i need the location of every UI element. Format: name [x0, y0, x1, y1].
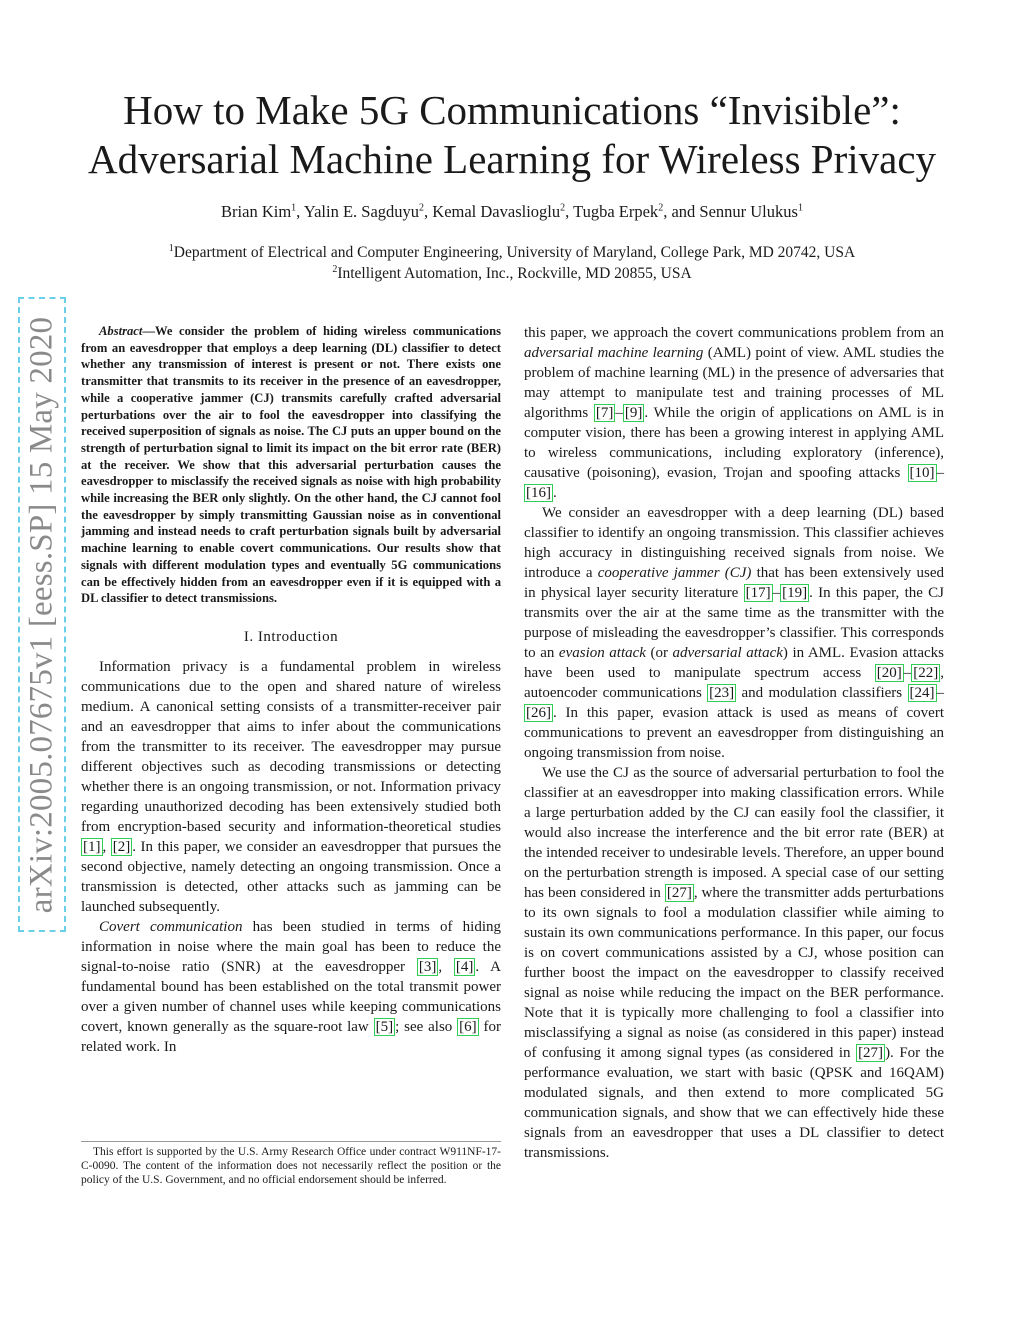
footnote: This effort is supported by the U.S. Army Research Office under contract W911NF-17-C-0090. The content of the information does not necessarily reflect the position or the policy of the U.S. Government, and no official endorsement should be inferred.	[81, 1141, 501, 1187]
citation-link[interactable]: [9]	[624, 405, 643, 421]
citation-link[interactable]: [24]	[909, 685, 935, 701]
right-paragraph-1	[524, 323, 944, 503]
intro-paragraph-1	[81, 657, 501, 917]
title-line-2: Adversarial Machine Learning for Wireless Privacy	[87, 136, 937, 182]
text-run: ; see also	[395, 1018, 458, 1035]
author-affil-mark: 1	[797, 202, 803, 214]
text-run: and modulation classifiers	[736, 685, 908, 701]
abstract	[81, 323, 501, 607]
text-run: , autoencoder communications	[524, 665, 944, 701]
affiliation-mark: 2	[332, 263, 338, 275]
affiliation-line	[60, 242, 964, 263]
citation-link[interactable]: [2]	[112, 838, 131, 855]
text-run: this paper, we approach the covert communications problem from an	[524, 325, 944, 341]
right-column	[524, 323, 944, 1163]
right-paragraph-2	[524, 503, 944, 763]
text-run: has been studied in terms of hiding information in noise where the main goal has been to reduce the signal-to-noise ratio (SNR) at the eavesdropper	[81, 918, 501, 975]
intro-paragraph-2	[81, 917, 501, 1057]
citation-link[interactable]: [4]	[455, 958, 474, 975]
citation-link[interactable]: [20]	[876, 665, 902, 681]
text-run: . While the origin of applications on AML is in computer vision, there has been a growing interest in applying AML to wireless communications, including exploratory (inference), causative (poisoning), evasion, Trojan and spoofing attacks	[524, 405, 944, 481]
citation-link[interactable]: [3]	[418, 958, 437, 975]
text-run: . In this paper, the CJ transmits over the air at the same time as the transmitter with the purpose of misleading the eavesdropper’s classifier. This corresponds to an	[524, 585, 945, 661]
author-name: Sennur Ulukus	[699, 202, 798, 221]
citation-link[interactable]: [27]	[858, 1045, 884, 1061]
paper-title	[60, 86, 964, 184]
text-run: that has been extensively used in physical layer security literature	[524, 565, 944, 601]
citation-link[interactable]: [19]	[782, 585, 808, 601]
text-run: –	[615, 405, 623, 421]
text-run: ,	[102, 838, 111, 855]
text-run: (or	[645, 645, 673, 661]
affiliation-line	[60, 263, 964, 284]
emphasis: Covert communication	[99, 918, 243, 935]
text-run: . A fundamental bound has been established on the total transmit power over a given number of channel uses while keeping communications covert, known generally as the square-root law	[81, 958, 501, 1035]
author-affil-mark: 2	[658, 202, 664, 214]
author-list	[60, 202, 964, 222]
author-name: Yalin E. Sagduyu	[303, 202, 420, 221]
section-heading: I. Introduction	[243, 628, 339, 645]
citation-link[interactable]: [10]	[909, 465, 935, 481]
affiliation-text: Department of Electrical and Computer Engineering, University of Maryland, College Park, MD 20742, USA	[173, 244, 856, 261]
text-run: We consider an eavesdropper with a deep learning (DL) based classifier to identify an ongoing transmission. This classifier achieves high accuracy in distinguishing received signals from noise. We introduce a	[524, 505, 944, 581]
left-column	[81, 323, 501, 1057]
text-run: –	[903, 665, 912, 681]
author-affil-mark: 2	[419, 202, 425, 214]
author-affil-mark: 2	[560, 202, 566, 214]
text-run: Information privacy is a fundamental problem in wireless communications due to the open and shared nature of wireless medium. A canonical setting consists of a transmitter-receiver pair and an eavesdropper that aims to infer about the communications from the transmitter to its receiver. The eavesdropper may pursue different objectives such as decoding transmissions or detecting whether there is an ongoing transmission, or not. Information privacy regarding unauthorized decoding has been extensively studied both from encryption-based security and information-theoretical studies	[81, 658, 501, 835]
text-run: ) in AML. Evasion attacks have been used to manipulate spectrum access	[524, 645, 944, 681]
text-run: –	[936, 685, 944, 701]
text-run: (AML) point of view. AML studies the problem of machine learning (ML) in the presence of adversaries that may attempt to manipulate test and training processes of ML algorithms	[524, 345, 944, 421]
citation-link[interactable]: [26]	[526, 705, 551, 721]
citation-link[interactable]: [5]	[375, 1018, 394, 1035]
text-run: ). For the performance evaluation, we start with basic (QPSK and 16QAM) modulated signals, and then extend to more complicated 5G communication signals, and show that we can effectively hide these signals from an eavesdropper that uses a DL classifier to detect transmissions.	[524, 1045, 944, 1161]
text-run: for related work. In	[81, 1018, 501, 1055]
emphasis: evasion attack	[558, 645, 646, 661]
affiliation-mark: 1	[168, 242, 174, 254]
abstract-dash: —	[142, 324, 155, 338]
citation-link[interactable]: [1]	[83, 838, 101, 855]
citation-link[interactable]: [7]	[595, 405, 614, 421]
emphasis: adversarial machine learning	[524, 345, 704, 361]
author-name: Kemal Davaslioglu	[432, 202, 561, 221]
citation-link[interactable]: [23]	[709, 685, 735, 701]
text-run: ,	[438, 958, 454, 975]
text-run: .	[553, 485, 557, 501]
citation-link[interactable]: [6]	[459, 1018, 477, 1035]
arxiv-sidebar	[18, 297, 66, 932]
text-run: We use the CJ as the source of adversarial perturbation to fool the classifier at an eavesdropper into making classification errors. While a large perturbation added by the CJ can easily fool the classifier, it would also increase the interference and the bit error rate (BER) at the intended receiver to undesirable levels. Therefore, an upper bound on the perturbation strength is imposed. A special case of our setting has been considered in	[524, 765, 944, 901]
author-affil-mark: 1	[291, 202, 297, 214]
abstract-text: We consider the problem of hiding wireless communications from an eavesdropper that employs a deep learning (DL) classifier to detect whether any transmission of interest is present or not. There exists one transmitter that transmits to its receiver in the presence of an eavesdropper, while a cooperative jammer (CJ) transmits carefully crafted adversarial perturbations over the air to fool the eavesdropper into classifying the received superposition of signals as noise. The CJ puts an upper bound on the strength of perturbation signal to limit its impact on the bit error rate (BER) at the receiver. We show that this adversarial perturbation causes the eavesdropper to misclassify the received signals as noise with high probability while increasing the BER only slightly. On the other hand, the CJ cannot fool the eavesdropper by simply transmitting Gaussian noise as in conventional jamming and instead needs to craft perturbation signals built by adversarial machine learning to enable covert communications. Our results show that signals with different modulation types and eventually 5G communications can be effectively hidden from an eavesdropper even if it is equipped with a DL classifier to detect transmissions.	[81, 324, 501, 606]
arxiv-identifier: arXiv:2005.07675v1 [eess.SP] 15 May 2020	[23, 316, 60, 913]
author-name: Brian Kim	[221, 202, 292, 221]
text-run: . In this paper, we consider an eavesdropper that pursues the second objective, namely detecting an ongoing transmission. Once a transmission is detected, other attacks such as jamming can be launched subsequently.	[81, 838, 501, 915]
author-separator: ,	[424, 202, 433, 221]
text-run: –	[936, 465, 944, 481]
citation-link[interactable]: [16]	[526, 485, 551, 501]
affiliations	[60, 242, 964, 284]
author-name: Tugba Erpek	[573, 202, 659, 221]
text-run: , where the transmitter adds perturbations to its own signals to fool a modulation classifier while aiming to sustain its own communications performance. In this paper, our focus is on covert communications assisted by a CJ, whose position can further boost the impact on the eavesdropper to classify received signal as noise while reducing the impact on the BER performance. Note that it is typically more challenging to fool a classifier into misclassifying a signal as noise (as considered in this paper) instead of confusing it among signal types (as considered in	[524, 885, 945, 1061]
right-paragraph-3	[524, 763, 944, 1163]
author-separator: ,	[565, 202, 574, 221]
affiliation-text: Intelligent Automation, Inc., Rockville, MD 20855, USA	[337, 265, 692, 282]
text-run: . In this paper, evasion attack is used as means of covert communications to prevent an eavesdropper from distinguishing an ongoing transmission from noise.	[524, 705, 944, 761]
author-separator: ,	[296, 202, 304, 221]
citation-link[interactable]: [27]	[666, 885, 692, 901]
text-run: –	[772, 585, 781, 601]
abstract-label: Abstract	[99, 324, 143, 338]
emphasis: adversarial attack	[672, 645, 783, 661]
citation-link[interactable]: [22]	[913, 665, 939, 681]
citation-link[interactable]: [17]	[745, 585, 771, 601]
emphasis: cooperative jammer (CJ)	[597, 565, 752, 581]
title-line-1: How to Make 5G Communications “Invisible”:	[123, 87, 901, 133]
author-separator: , and	[663, 202, 700, 221]
